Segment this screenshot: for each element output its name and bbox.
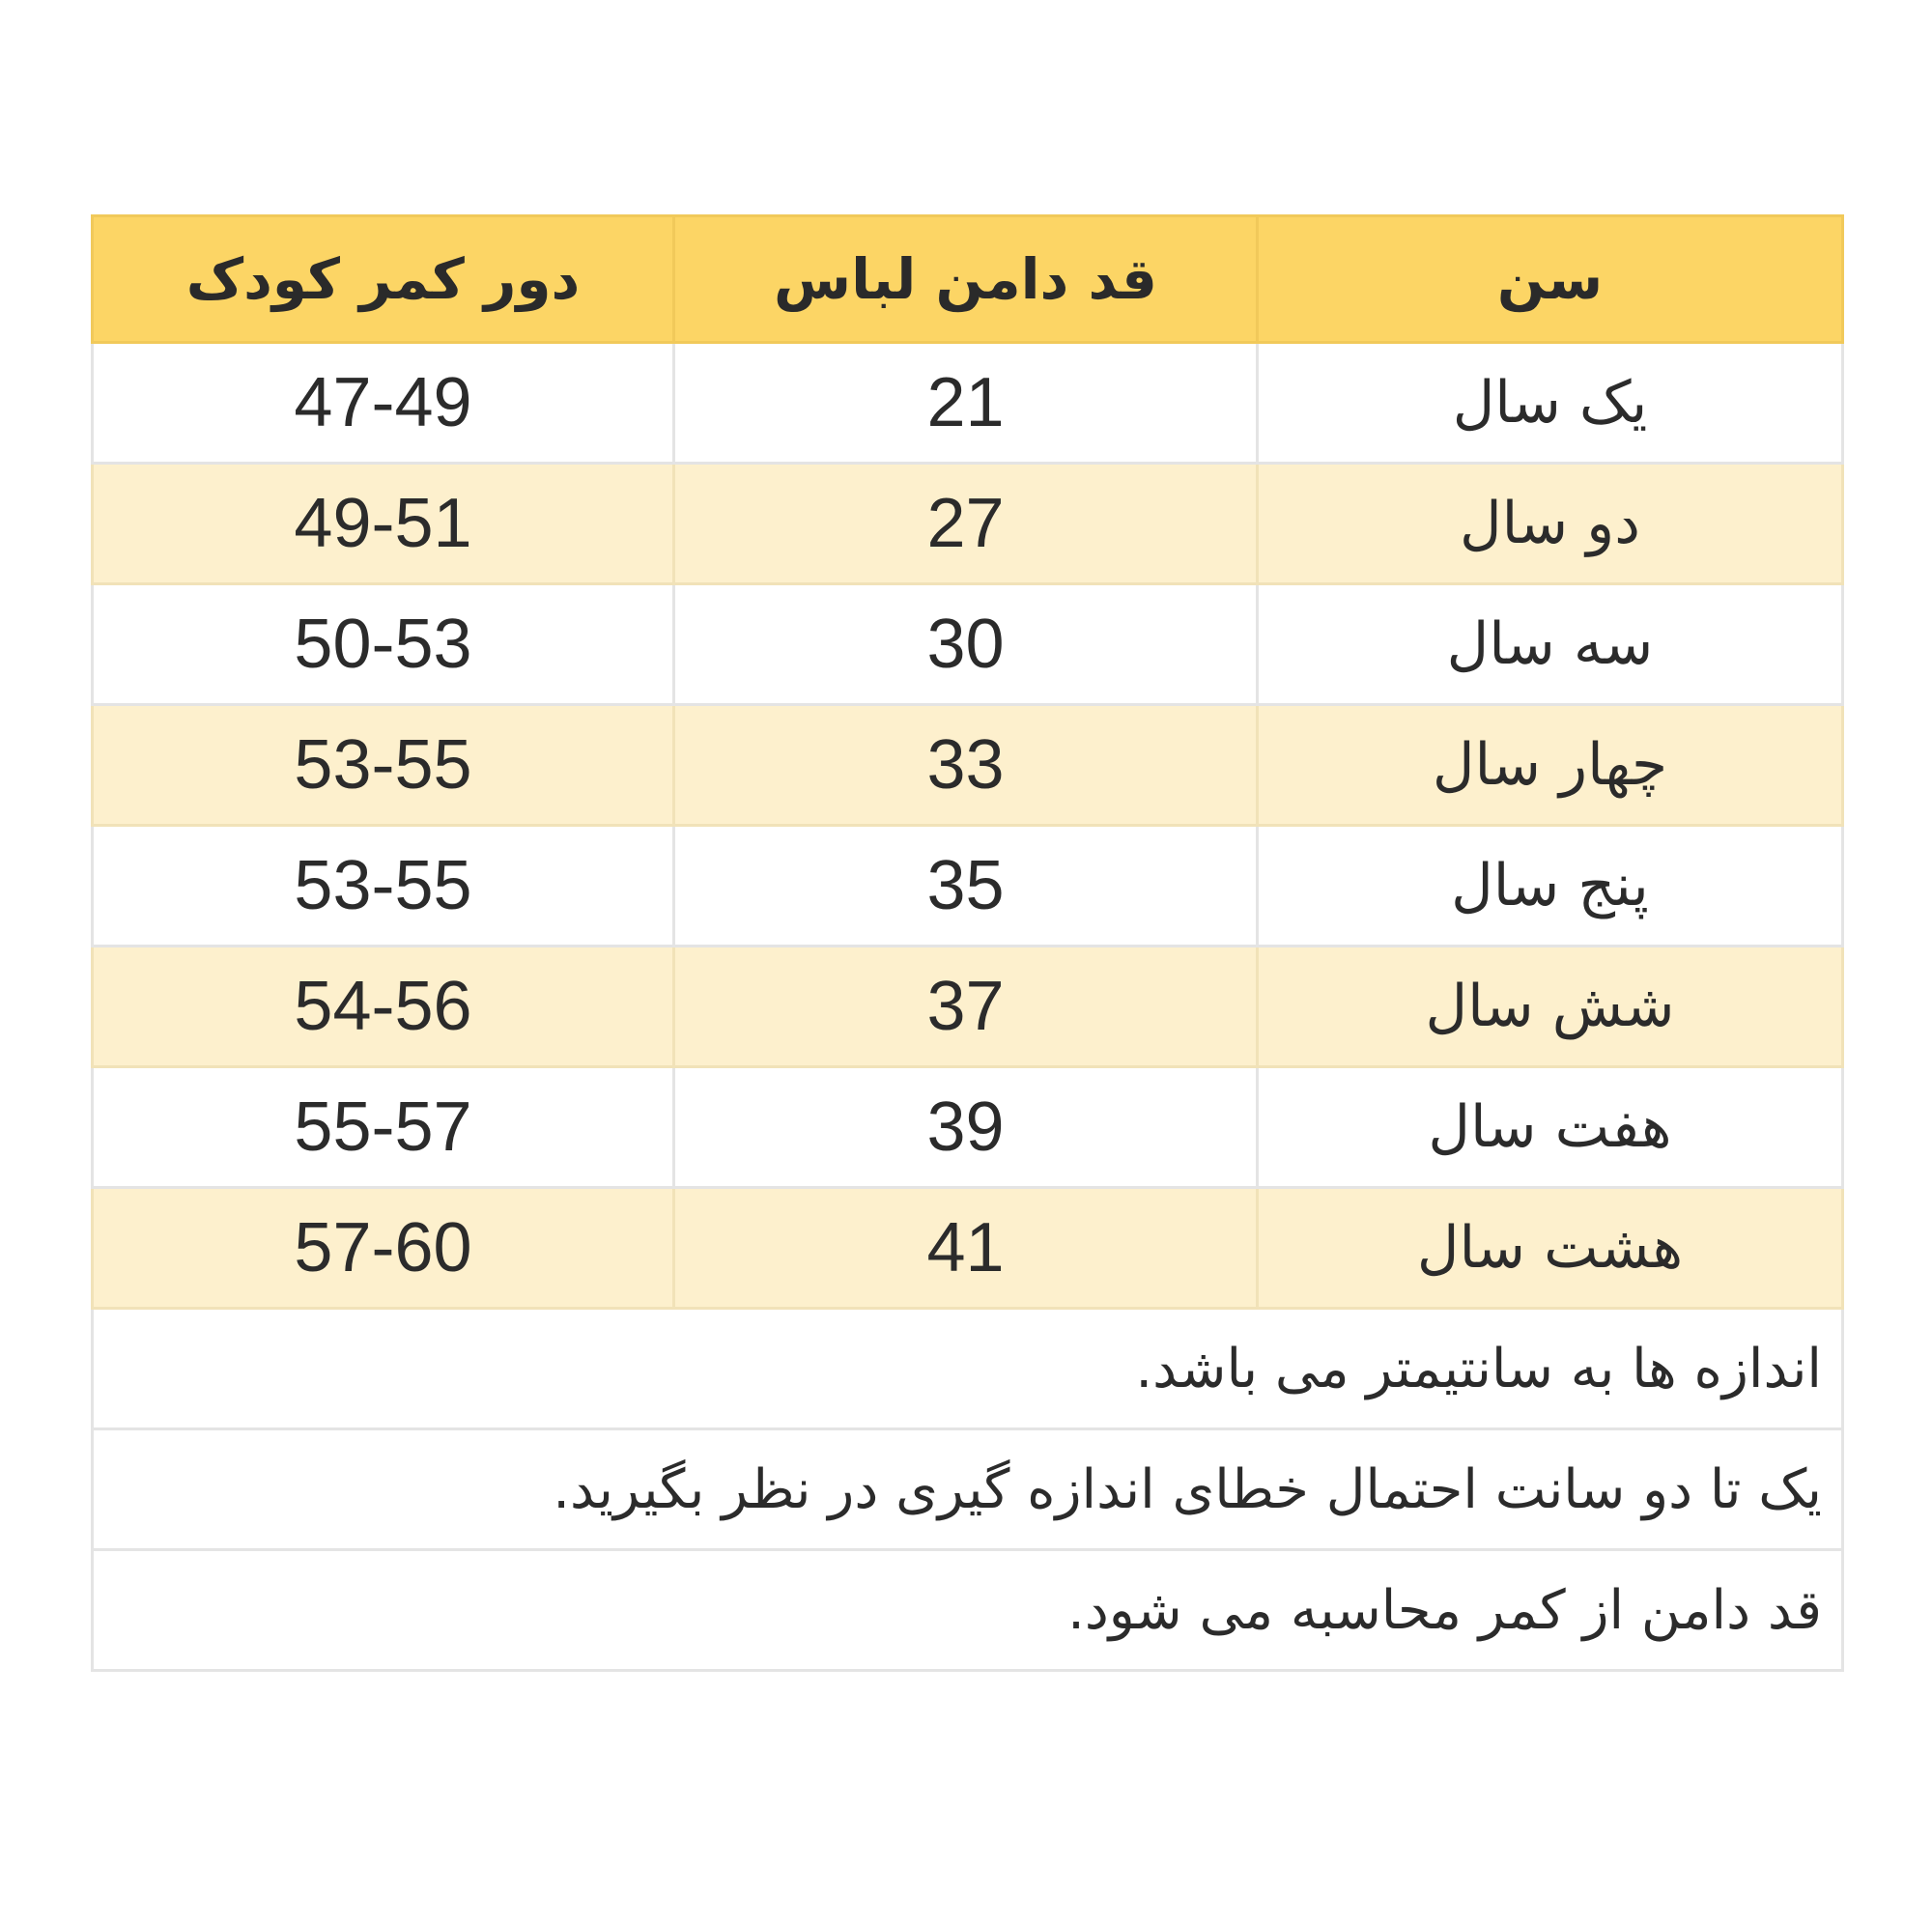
- waist-cell: 47-49: [93, 343, 674, 464]
- age-cell: هفت سال: [1258, 1067, 1843, 1188]
- waist-cell: 50-53: [93, 584, 674, 705]
- note-row: [93, 1309, 1843, 1429]
- skirt-length-cell: 30: [674, 584, 1258, 705]
- age-cell: پنج سال: [1258, 826, 1843, 947]
- skirt-length-cell: 35: [674, 826, 1258, 947]
- header-row: [93, 216, 1843, 343]
- note-row: [93, 1429, 1843, 1550]
- table-row: [93, 947, 1843, 1067]
- table-row: [93, 464, 1843, 584]
- age-cell: شش سال: [1258, 947, 1843, 1067]
- table-row: [93, 1067, 1843, 1188]
- note-measurement: قد دامن از کمر محاسبه می شود.: [93, 1550, 1843, 1671]
- age-cell: چهار سال: [1258, 705, 1843, 826]
- waist-cell: 54-56: [93, 947, 674, 1067]
- header-age: سن: [1258, 216, 1843, 343]
- skirt-length-cell: 33: [674, 705, 1258, 826]
- age-cell: دو سال: [1258, 464, 1843, 584]
- header-skirt-length: قد دامن لباس: [674, 216, 1258, 343]
- note-row: [93, 1550, 1843, 1671]
- skirt-length-cell: 27: [674, 464, 1258, 584]
- table-row: [93, 1188, 1843, 1309]
- waist-cell: 55-57: [93, 1067, 674, 1188]
- age-cell: هشت سال: [1258, 1188, 1843, 1309]
- waist-cell: 53-55: [93, 705, 674, 826]
- age-cell: یک سال: [1258, 343, 1843, 464]
- skirt-length-cell: 41: [674, 1188, 1258, 1309]
- age-cell: سه سال: [1258, 584, 1843, 705]
- note-error-margin: یک تا دو سانت احتمال خطای اندازه گیری در نظر بگیرید.: [93, 1429, 1843, 1550]
- waist-cell: 53-55: [93, 826, 674, 947]
- skirt-length-cell: 39: [674, 1067, 1258, 1188]
- table-row: [93, 584, 1843, 705]
- table-row: [93, 826, 1843, 947]
- table-row: [93, 343, 1843, 464]
- waist-cell: 57-60: [93, 1188, 674, 1309]
- note-units: اندازه ها به سانتیمتر می باشد.: [93, 1309, 1843, 1429]
- skirt-length-cell: 37: [674, 947, 1258, 1067]
- header-waist: دور کمر کودک: [93, 216, 674, 343]
- size-chart-table: [91, 214, 1844, 1672]
- table-row: [93, 705, 1843, 826]
- skirt-length-cell: 21: [674, 343, 1258, 464]
- waist-cell: 49-51: [93, 464, 674, 584]
